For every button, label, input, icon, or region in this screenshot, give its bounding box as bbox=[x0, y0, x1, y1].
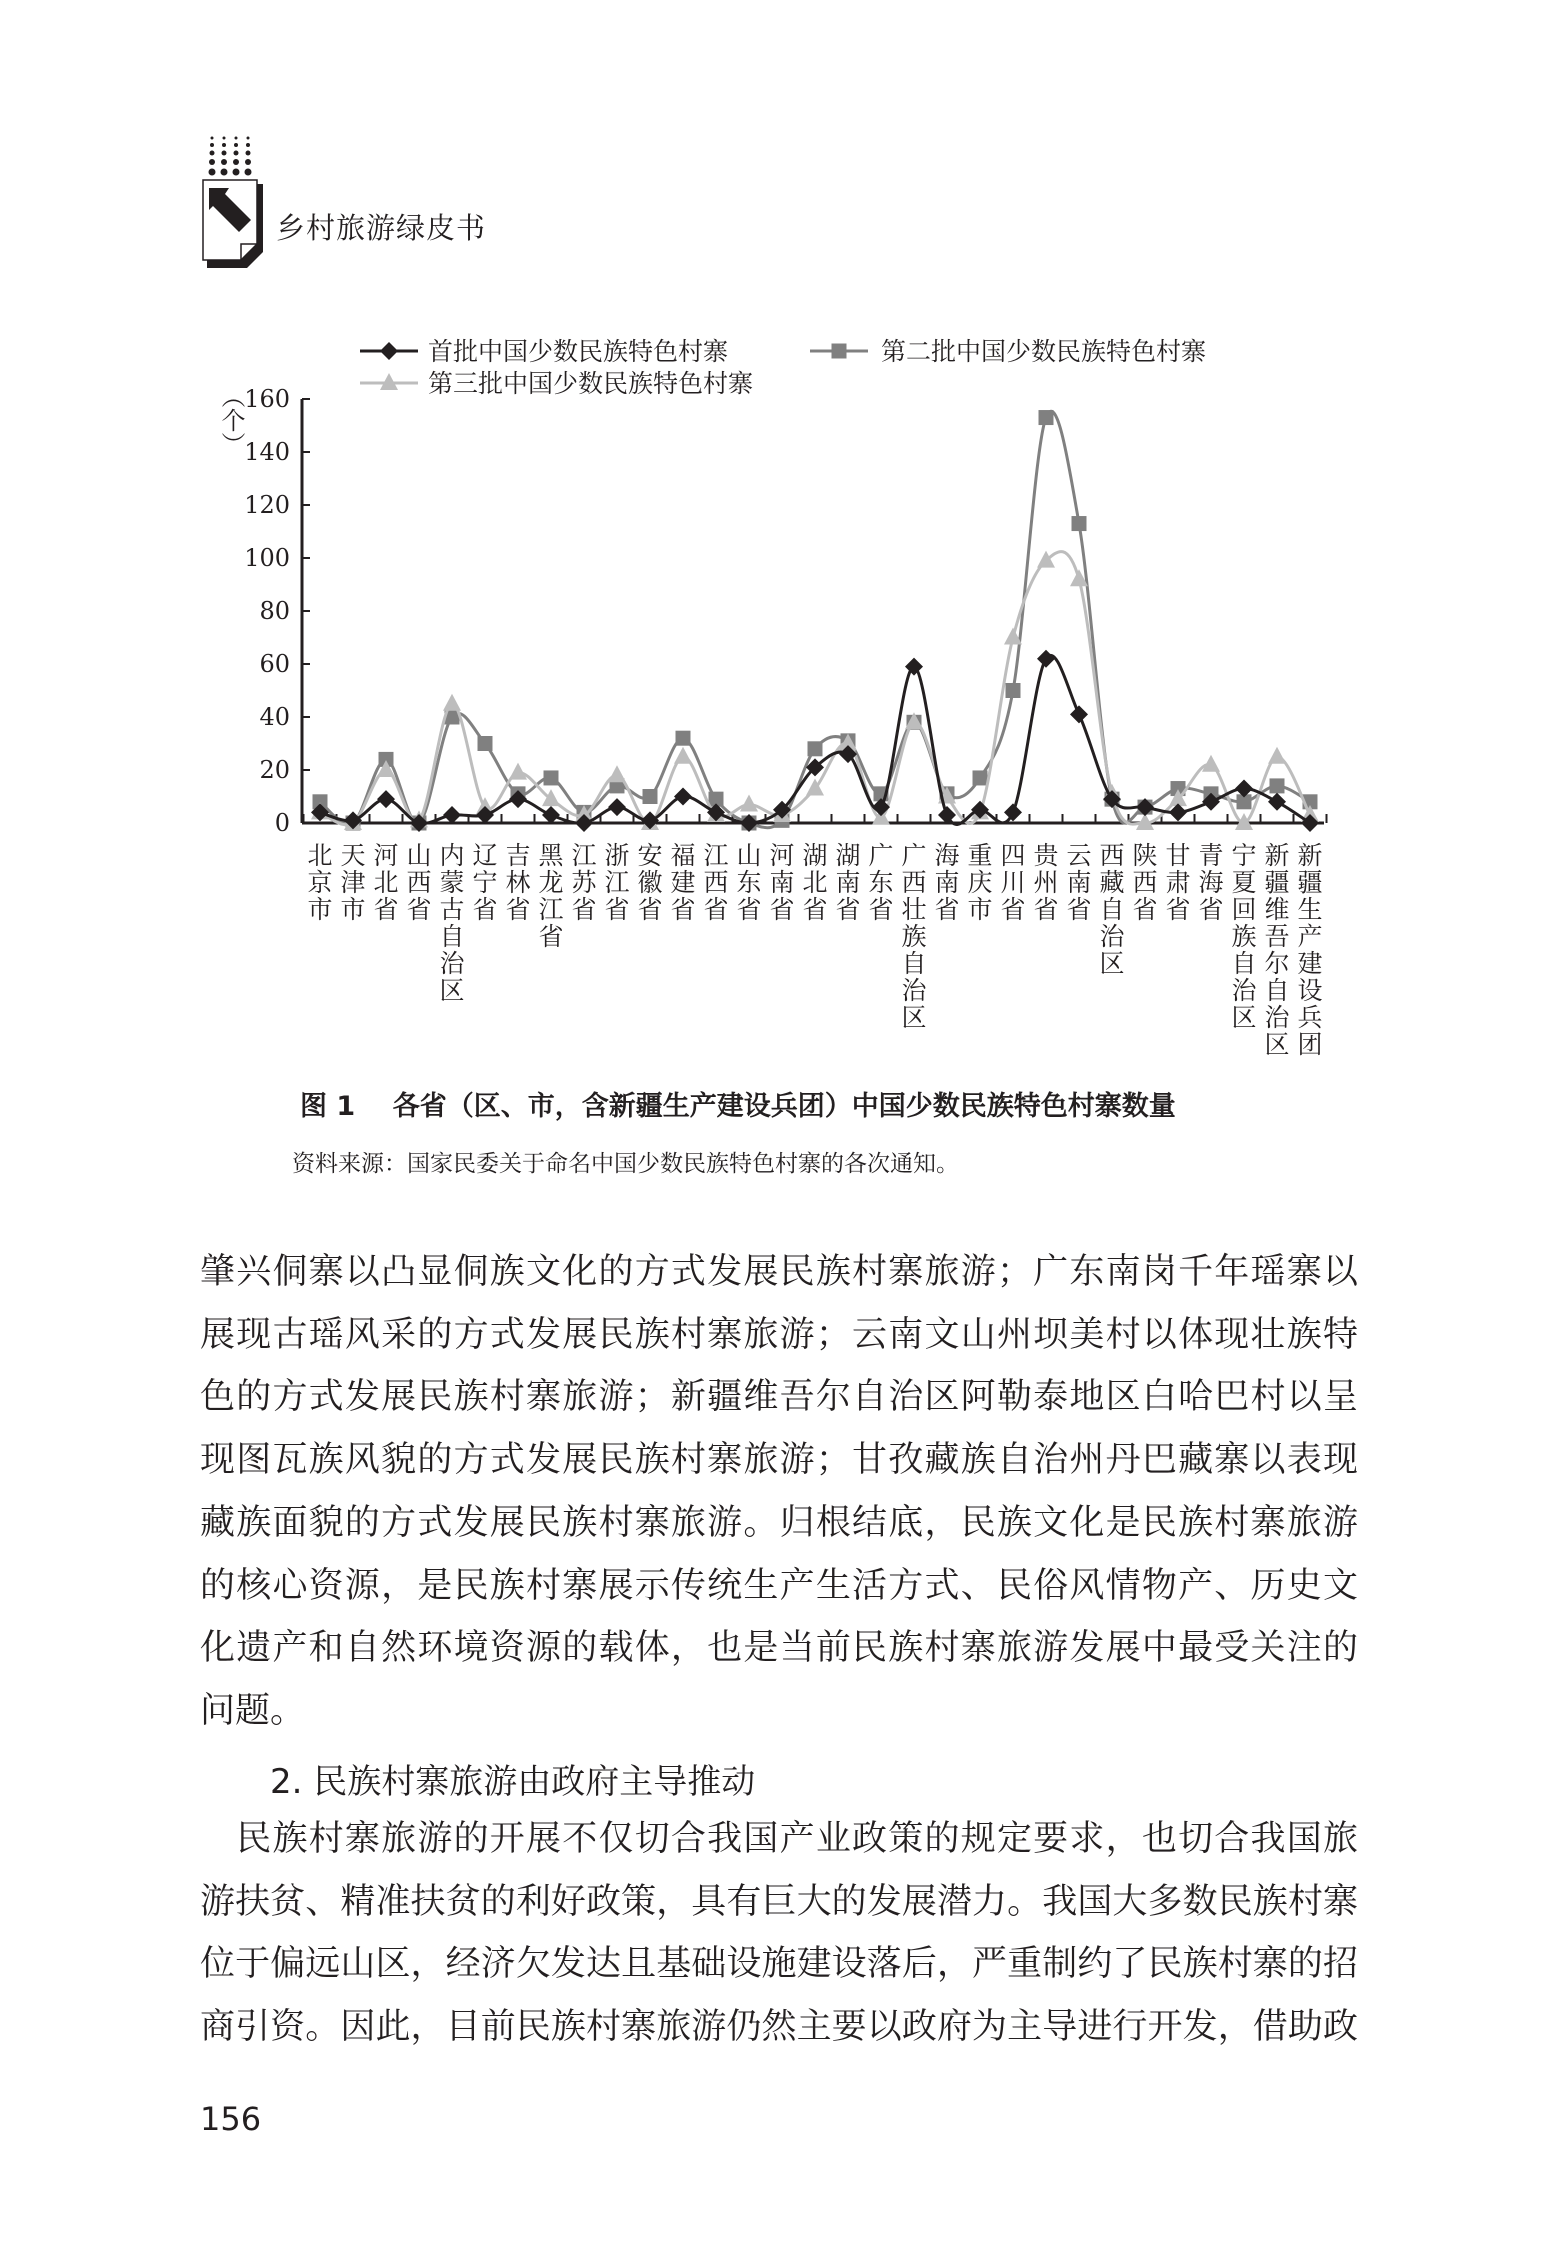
x-category-label: 浙江省 bbox=[604, 841, 630, 924]
data-point bbox=[509, 763, 527, 780]
y-tick-label: 20 bbox=[259, 756, 290, 784]
x-category-label: 新疆生产建设兵团 bbox=[1297, 841, 1323, 1059]
y-tick-label: 80 bbox=[259, 597, 290, 625]
text-line: 展现古瑶风采的方式发展民族村寨旅游；云南文山州坝美村以体现壮族特 bbox=[200, 1314, 1358, 1355]
y-tick-label: 120 bbox=[244, 491, 290, 519]
data-point bbox=[1270, 778, 1285, 793]
series-triangle bbox=[311, 551, 1319, 830]
y-tick-label: 40 bbox=[259, 703, 290, 731]
data-point bbox=[478, 736, 493, 751]
x-category-label: 江西省 bbox=[703, 841, 729, 924]
x-category-label: 湖南省 bbox=[835, 841, 861, 924]
data-point bbox=[676, 731, 691, 746]
x-category-label: 北京市 bbox=[307, 841, 333, 924]
x-category-label: 陕西省 bbox=[1132, 841, 1158, 924]
x-category-label: 四川省 bbox=[1000, 841, 1026, 924]
x-category-label: 贵州省 bbox=[1033, 841, 1059, 924]
data-point bbox=[674, 747, 692, 764]
data-point bbox=[643, 789, 658, 804]
legend-label: 第二批中国少数民族特色村寨 bbox=[881, 337, 1207, 366]
x-category-label: 河北省 bbox=[373, 841, 399, 924]
data-point bbox=[443, 694, 461, 711]
x-category-label: 广东省 bbox=[868, 841, 894, 924]
x-category-label: 安徽省 bbox=[637, 841, 663, 924]
text-line: 游扶贫、精准扶贫的利好政策，具有巨大的发展潜力。我国大多数民族村寨 bbox=[200, 1881, 1358, 1922]
page-number: 156 bbox=[200, 2100, 262, 2138]
figure-source: 资料来源：国家民委关于命名中国少数民族特色村寨的各次通知。 bbox=[292, 1151, 959, 1177]
text-line: 化遗产和自然环境资源的载体，也是当前民族村寨旅游发展中最受关注的 bbox=[200, 1628, 1358, 1669]
y-tick-label: 60 bbox=[259, 650, 290, 678]
x-category-label: 辽宁省 bbox=[472, 841, 498, 924]
data-point bbox=[808, 741, 823, 756]
data-point bbox=[1072, 516, 1087, 531]
x-category-label: 重庆市 bbox=[967, 841, 993, 924]
figure-caption: 图 1 各省（区、市，含新疆生产建设兵团）中国少数民族特色村寨数量 bbox=[300, 1091, 1176, 1122]
text-line: 的核心资源，是民族村寨展示传统生产生活方式、民俗风情物产、历史文 bbox=[200, 1565, 1358, 1606]
data-point bbox=[542, 806, 560, 824]
data-point bbox=[1004, 803, 1022, 821]
x-category-label: 吉林省 bbox=[505, 841, 531, 924]
x-category-label: 宁夏回族自治区 bbox=[1231, 841, 1257, 1032]
x-category-label: 新疆维吾尔自治区 bbox=[1264, 841, 1290, 1059]
y-axis-label: （个） bbox=[217, 384, 245, 456]
x-category-label: 广西壮族自治区 bbox=[901, 841, 927, 1032]
y-tick-label: 100 bbox=[244, 544, 290, 572]
legend-square-icon bbox=[832, 344, 847, 359]
text-line: 色的方式发展民族村寨旅游；新疆维吾尔自治区阿勒泰地区白哈巴村以呈 bbox=[200, 1377, 1358, 1418]
x-category-label: 山东省 bbox=[736, 841, 762, 924]
data-point bbox=[1006, 683, 1021, 698]
data-point bbox=[1039, 410, 1054, 425]
data-point bbox=[377, 790, 395, 808]
data-point bbox=[1070, 705, 1088, 723]
x-category-label: 海南省 bbox=[934, 841, 960, 924]
data-point bbox=[674, 788, 692, 806]
text-line: 商引资。因此，目前民族村寨旅游仍然主要以政府为主导进行开发，借助政 bbox=[200, 2007, 1358, 2048]
x-category-label: 西藏自治区 bbox=[1099, 841, 1125, 978]
text-line: 肇兴侗寨以凸显侗族文化的方式发展民族村寨旅游；广东南岗千年瑶寨以 bbox=[200, 1252, 1358, 1292]
legend-label: 第三批中国少数民族特色村寨 bbox=[428, 369, 754, 398]
x-category-label: 山西省 bbox=[406, 841, 432, 924]
data-point bbox=[544, 770, 559, 785]
x-category-label: 湖北省 bbox=[802, 841, 828, 924]
section-heading: 2. 民族村寨旅游由政府主导推动 bbox=[270, 1762, 756, 1802]
data-point bbox=[1037, 650, 1055, 668]
x-category-label: 河南省 bbox=[769, 841, 795, 924]
x-category-label: 福建省 bbox=[670, 841, 696, 924]
legend-label: 首批中国少数民族特色村寨 bbox=[428, 337, 729, 366]
data-point bbox=[905, 658, 923, 676]
text-line: 民族村寨旅游的开展不仅切合我国产业政策的规定要求，也切合我国旅 bbox=[200, 1819, 1358, 1859]
x-category-label: 内蒙古自治区 bbox=[439, 841, 465, 1005]
x-category-label: 青海省 bbox=[1198, 841, 1224, 924]
text-line: 位于偏远山区，经济欠发达且基础设施建设落后，严重制约了民族村寨的招 bbox=[200, 1944, 1358, 1985]
data-point bbox=[1301, 814, 1319, 832]
y-tick-label: 0 bbox=[274, 809, 290, 837]
x-category-label: 甘肃省 bbox=[1165, 841, 1191, 924]
data-point bbox=[1268, 747, 1286, 764]
x-category-label: 黑龙江省 bbox=[538, 841, 564, 951]
book-title: 乡村旅游绿皮书 bbox=[276, 211, 487, 245]
y-tick-label: 140 bbox=[244, 438, 290, 466]
x-category-label: 云南省 bbox=[1066, 841, 1092, 924]
data-point bbox=[1268, 793, 1286, 811]
village-count-line-chart bbox=[0, 0, 1555, 1080]
data-point bbox=[443, 806, 461, 824]
data-point bbox=[1037, 551, 1055, 568]
data-point bbox=[1202, 755, 1220, 772]
data-point bbox=[740, 794, 758, 811]
text-line: 问题。 bbox=[200, 1690, 306, 1731]
data-point bbox=[973, 770, 988, 785]
text-line: 现图瓦族风貌的方式发展民族村寨旅游；甘孜藏族自治州丹巴藏寨以表现 bbox=[200, 1440, 1358, 1481]
text-line: 藏族面貌的方式发展民族村寨旅游。归根结底，民族文化是民族村寨旅游 bbox=[200, 1502, 1358, 1543]
data-point bbox=[608, 765, 626, 782]
y-tick-label: 160 bbox=[244, 385, 290, 413]
data-point bbox=[608, 798, 626, 816]
legend-diamond-icon bbox=[380, 342, 398, 360]
series-diamond bbox=[311, 650, 1319, 832]
x-category-label: 天津市 bbox=[340, 841, 366, 924]
x-category-label: 江苏省 bbox=[571, 841, 597, 924]
